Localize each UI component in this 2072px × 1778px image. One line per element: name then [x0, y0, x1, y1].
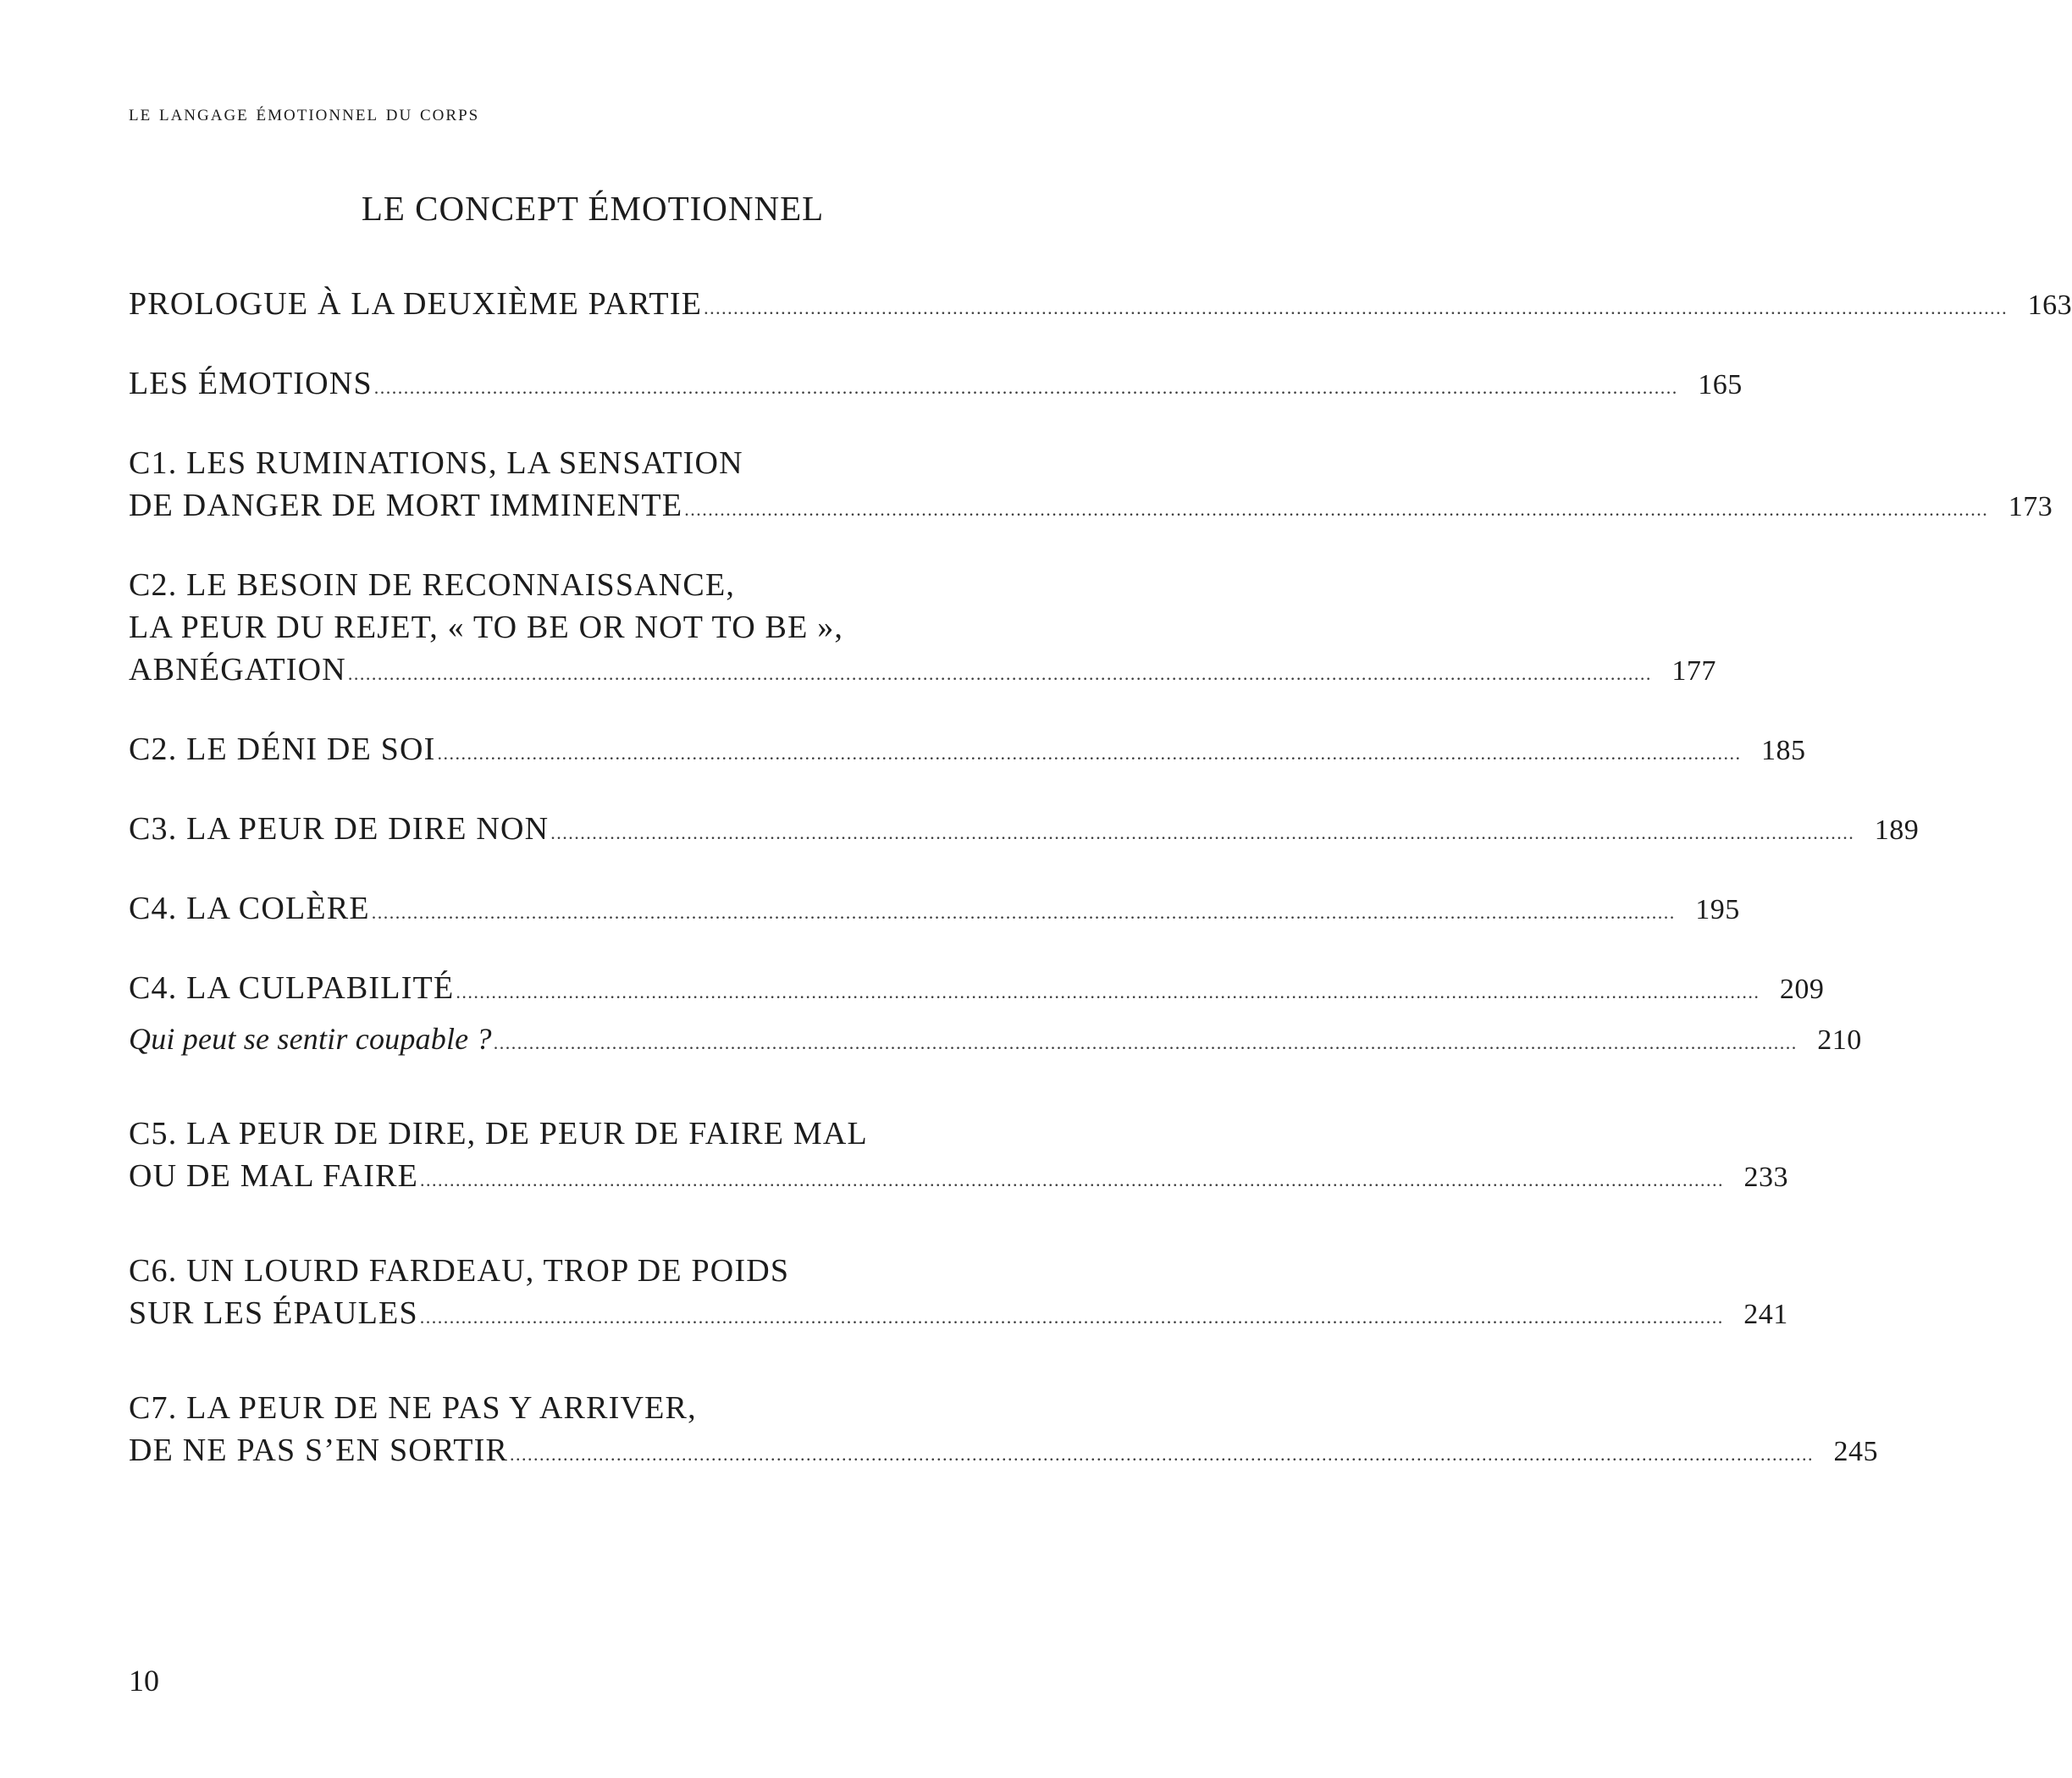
dot-leader: ............................................................................................................................................................................................................................ — [347, 663, 1652, 684]
toc-line — [129, 1250, 1033, 1292]
dot-leader: ............................................................................................................................................................................................................................ — [684, 499, 1989, 520]
toc-entry — [129, 283, 2072, 325]
toc-entry-title: OU DE MAL FAIRE — [129, 1158, 419, 1194]
toc-entry-title: Qui peut se sentir coupable ? — [129, 1022, 492, 1056]
toc-page-number: 210 — [1817, 1024, 1862, 1056]
toc-entry — [129, 967, 1825, 1009]
toc-entry-title: C3. LA PEUR DE DIRE NON — [129, 811, 550, 847]
toc-entry — [129, 1387, 1879, 1472]
toc-entry-title: DE DANGER DE MORT IMMINENTE — [129, 488, 683, 523]
toc-entry — [129, 564, 1716, 691]
toc-page-number: 233 — [1743, 1162, 1789, 1193]
dot-leader: ............................................................................................................................................................................................................................ — [437, 743, 1742, 764]
dot-leader: ............................................................................................................................................................................................................................ — [371, 902, 1676, 923]
toc-entry-title: DE NE PAS S’EN SORTIR — [129, 1433, 509, 1468]
section-title: LE CONCEPT ÉMOTIONNEL — [361, 189, 825, 228]
toc-page-number: 165 — [1698, 369, 1743, 400]
toc-line — [129, 1018, 1862, 1060]
toc-entry-title: C2. LE DÉNI DE SOI — [129, 732, 436, 767]
toc-line — [129, 1113, 1033, 1155]
toc-entry-title: SUR LES ÉPAULES — [129, 1295, 418, 1331]
toc-line — [129, 887, 1740, 930]
toc-entry-title: ABNÉGATION — [129, 652, 346, 687]
toc-line — [129, 1292, 1788, 1334]
toc-line — [129, 967, 1825, 1009]
dot-leader: ............................................................................................................................................................................................................................ — [373, 377, 1678, 398]
toc-page-number: 241 — [1743, 1299, 1788, 1330]
dot-leader: ............................................................................................................................................................................................................................ — [456, 981, 1760, 1002]
toc-line — [129, 1429, 1879, 1472]
toc-line — [129, 484, 2053, 527]
dot-leader: ............................................................................................................................................................................................................................ — [704, 297, 2008, 318]
toc-line — [129, 442, 1033, 484]
toc-entry-title: C1. LES RUMINATIONS, LA SENSATION — [129, 445, 743, 481]
toc-page-number: 245 — [1833, 1436, 1879, 1467]
toc-entry — [129, 887, 1740, 930]
toc-entry-title: C5. LA PEUR DE DIRE, DE PEUR DE FAIRE MAL — [129, 1116, 868, 1151]
toc-page-number: 189 — [1874, 814, 1920, 846]
toc-entry-title: C4. LA CULPABILITÉ — [129, 970, 455, 1006]
page-number: 10 — [129, 1664, 159, 1698]
toc-entry-title: C6. UN LOURD FARDEAU, TROP DE POIDS — [129, 1253, 790, 1289]
toc-line — [129, 564, 1033, 606]
toc-page-number: 163 — [2027, 290, 2072, 321]
running-header: le langage émotionnel du corps — [129, 100, 480, 125]
toc-entry — [129, 728, 1806, 770]
toc-entry — [129, 1250, 1788, 1334]
toc-entry — [129, 442, 2053, 527]
toc-page-number: 185 — [1761, 735, 1806, 766]
toc-entry-title: C2. LE BESOIN DE RECONNAISSANCE, — [129, 567, 736, 603]
toc-entry-title: C4. LA COLÈRE — [129, 891, 370, 926]
toc-line — [129, 606, 1033, 649]
toc-entry-title: PROLOGUE À LA DEUXIÈME PARTIE — [129, 286, 703, 322]
toc-line — [129, 1387, 1033, 1429]
toc-page-number: 195 — [1695, 894, 1740, 925]
toc-entry-title: LA PEUR DU REJET, « TO BE OR NOT TO BE », — [129, 610, 844, 645]
toc-line — [129, 808, 1920, 850]
toc-entry — [129, 1018, 1862, 1060]
dot-leader: ............................................................................................................................................................................................................................ — [419, 1306, 1724, 1328]
toc-entry — [129, 362, 1743, 405]
toc-page-number: 209 — [1779, 974, 1825, 1005]
toc-entry — [129, 808, 1920, 850]
toc-page-number: 173 — [2008, 491, 2053, 522]
dot-leader: ............................................................................................................................................................................................................................ — [550, 822, 1855, 843]
dot-leader: ............................................................................................................................................................................................................................ — [493, 1032, 1798, 1053]
toc-line — [129, 362, 1743, 405]
table-of-contents — [129, 283, 2072, 1472]
toc-entry — [129, 1113, 1789, 1197]
toc-entry-title: C7. LA PEUR DE NE PAS Y ARRIVER, — [129, 1390, 697, 1426]
toc-page-number: 177 — [1671, 655, 1716, 687]
toc-line — [129, 728, 1806, 770]
dot-leader: ............................................................................................................................................................................................................................ — [420, 1169, 1725, 1190]
toc-line — [129, 283, 2072, 325]
toc-line — [129, 649, 1716, 691]
dot-leader: ............................................................................................................................................................................................................................ — [510, 1444, 1815, 1465]
toc-line — [129, 1155, 1789, 1197]
toc-entry-title: LES ÉMOTIONS — [129, 366, 373, 401]
